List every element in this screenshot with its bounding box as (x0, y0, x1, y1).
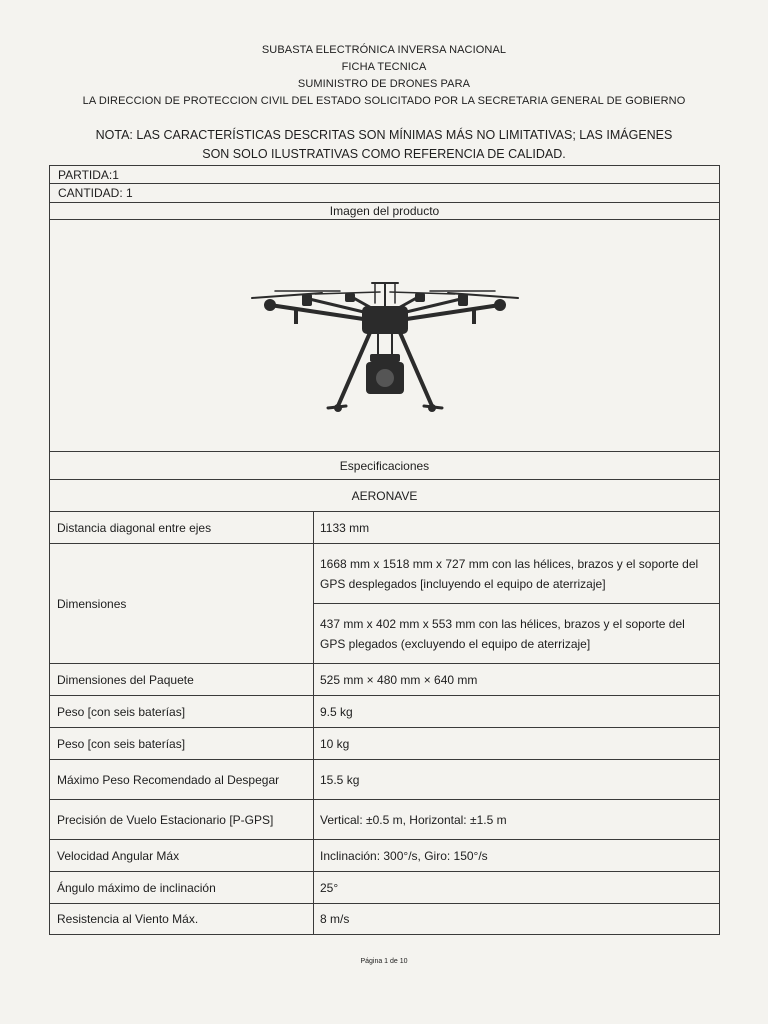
spec-row (50, 728, 719, 760)
spec-label: Dimensiones del Paquete (50, 664, 314, 695)
note-line-1: NOTA: LAS CARACTERÍSTICAS DESCRITAS SON MÍNIMAS MÁS NO LIMITATIVAS; LAS IMÁGENES (95, 128, 673, 142)
specs-header-row (50, 452, 719, 480)
spec-row (50, 904, 719, 934)
spec-label: Velocidad Angular Máx (50, 840, 314, 871)
spec-value: 525 mm × 480 mm × 640 mm (320, 672, 478, 687)
spec-value: Vertical: ±0.5 m, Horizontal: ±1.5 m (320, 812, 507, 827)
spec-label: Máximo Peso Recomendado al Despegar (50, 760, 314, 799)
spec-row (50, 800, 719, 840)
spec-row (50, 840, 719, 872)
spec-label: Precisión de Vuelo Estacionario [P-GPS] (50, 800, 314, 839)
spec-value: Inclinación: 300°/s, Giro: 150°/s (320, 848, 488, 863)
spec-row (50, 512, 719, 544)
spec-label: Peso [con seis baterías] (50, 728, 314, 759)
section-row (50, 480, 719, 512)
partida-label: PARTIDA:1 (58, 167, 119, 182)
note-line-2: SON SOLO ILUSTRATIVAS COMO REFERENCIA DE CALIDAD. (202, 146, 566, 161)
spec-value: 9.5 kg (320, 704, 353, 719)
drone-image (250, 258, 520, 448)
spec-table (49, 165, 720, 935)
spec-value: 10 kg (320, 736, 350, 751)
note (0, 126, 768, 163)
document-header (0, 42, 768, 110)
spec-value: 15.5 kg (320, 772, 360, 787)
partida-row (50, 166, 719, 184)
spec-row (50, 760, 719, 800)
spec-row (50, 872, 719, 904)
spec-value-deployed: 1668 mm x 1518 mm x 727 mm con las hélices, brazos y el soporte del GPS desplegados [incluyendo el equipo de aterrizaje] (314, 544, 719, 604)
product-image-row (50, 220, 719, 452)
section-label: AERONAVE (351, 488, 418, 503)
spec-label: Dimensiones (50, 544, 314, 663)
spec-row-dimensions (50, 544, 719, 664)
header-line-2: FICHA TECNICA (341, 61, 427, 73)
header-line-1: SUBASTA ELECTRÓNICA INVERSA NACIONAL (261, 44, 507, 56)
spec-label: Resistencia al Viento Máx. (50, 904, 314, 934)
cantidad-row (50, 184, 719, 203)
spec-value: 8 m/s (320, 912, 350, 926)
image-header-row (50, 203, 719, 220)
spec-value: 25° (320, 880, 339, 895)
header-line-4: LA DIRECCION DE PROTECCION CIVIL DEL ESTADO SOLICITADO POR LA SECRETARIA GENERAL DE GOBIERNO (82, 95, 686, 107)
spec-label: Ángulo máximo de inclinación (50, 872, 314, 903)
spec-row (50, 664, 719, 696)
image-header: Imagen del producto (329, 204, 440, 218)
page-number: Página 1 de 10 (360, 958, 408, 965)
cantidad-label: CANTIDAD: 1 (58, 186, 133, 200)
header-line-3: SUMINISTRO DE DRONES PARA (297, 78, 471, 90)
spec-value: 1133 mm (320, 520, 370, 535)
spec-label: Peso [con seis baterías] (50, 696, 314, 727)
spec-label: Distancia diagonal entre ejes (50, 512, 314, 543)
specs-header: Especificaciones (339, 458, 430, 473)
spec-value-folded: 437 mm x 402 mm x 553 mm con las hélices, brazos y el soporte del GPS plegados (excluyendo el equipo de aterrizaje] (320, 616, 685, 651)
spec-row (50, 696, 719, 728)
